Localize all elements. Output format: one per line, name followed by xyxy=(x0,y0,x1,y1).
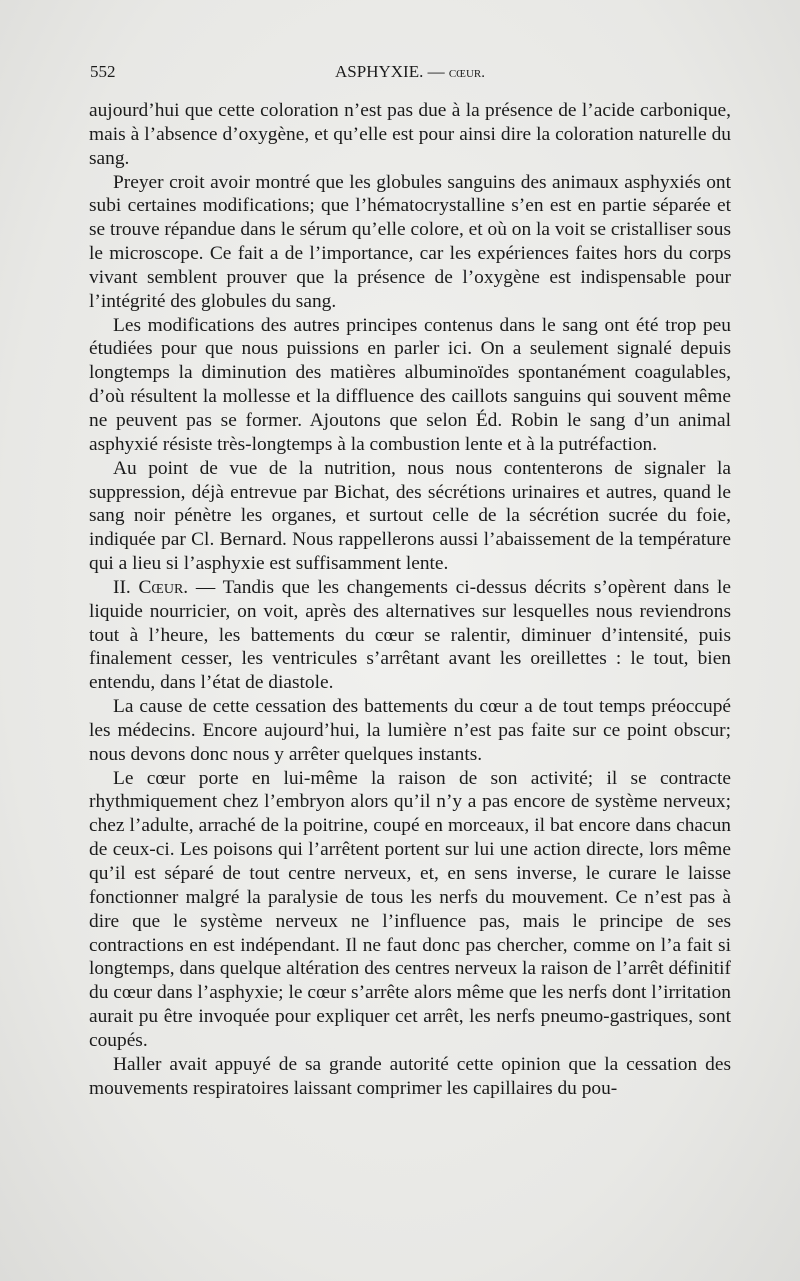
paragraph: aujourd’hui que cette coloration n’est pas due à la présence de l’acide carbonique, mais à l’absence d’oxygène, et qu’elle est pour ainsi dire la coloration naturelle du sang. xyxy=(89,100,731,169)
paragraph: Haller avait appuyé de sa grande autorité cette opinion que la cessation des mouvements respiratoires laissant comprimer les capillaires du pou- xyxy=(89,1053,731,1099)
running-title-main: ASPHYXIE. xyxy=(335,62,424,81)
section-text: — Tandis que les changements ci-dessus décrits s’opèrent dans le liquide nourricier, on voit, après des alternatives sur lesquelles nous reviendrons tout à l’heure, les battements du cœur se ralentir, diminuer d’intensité, puis finalement cesser, les ventricules s’arrêtant avant les oreillettes : le tout, bien entendu, dans l’état de diastole. xyxy=(89,576,731,694)
page-number: 552 xyxy=(90,62,116,81)
paragraph: Preyer croit avoir montré que les globules sanguins des animaux asphyxiés ont subi certaines modifications; que l’hématocrystalline s’en est en partie séparée et se trouve répandue dans le sérum qu’elle colore, et où on la voit se cristalliser sous le microscope. Ce fait a de l’importance, car les expériences faites hors du corps vivant semblent prouver que la présence de l’oxygène est indispensable pour l’intégrité des globules du sang. xyxy=(89,171,731,312)
page-header xyxy=(90,62,730,88)
paragraph: La cause de cette cessation des battements du cœur a de tout temps préoccupé les médecins. Encore aujourd’hui, la lumière n’est pas faite sur ce point obscur; nous devons donc nous y arrêter quelques instants. xyxy=(89,696,731,765)
section-heading: II. Cœur. xyxy=(113,576,189,598)
paragraph: Les modifications des autres principes contenus dans le sang ont été trop peu étudiées pour que nous puissions en parler ici. On a seulement signalé depuis longtemps la diminution des matières albuminoïdes spontanément coagulables, d’où résultent la mollesse et la diffluence des caillots sanguins qui souvent même ne peuvent pas se former. Ajoutons que selon Éd. Robin le sang d’un animal asphyxié résiste très-longtemps à la combustion lente et à la putréfaction. xyxy=(89,314,731,455)
running-title-separator: — xyxy=(427,62,445,81)
body-text xyxy=(89,99,731,1100)
running-title-sub: cœur. xyxy=(448,65,485,81)
paragraph-section-coeur xyxy=(89,576,731,695)
paragraph: Le cœur porte en lui-même la raison de son activité; il se contracte rhythmiquement chez l’embryon alors qu’il n’y a pas encore de système nerveux; chez l’adulte, arraché de la poitrine, coupé en morceaux, il bat encore dans chacun de ceux-ci. Les poisons qui l’arrêtent portent sur lui une action directe, lors même qu’il est séparé de tout centre nerveux, et, en sens inverse, le curare le laisse fonctionner malgré la paralysie de tous les nerfs du mouvement. Ce n’est pas à dire que le système nerveux ne l’influence pas, mais le principe de ses contractions en est indépendant. Il ne faut donc pas chercher, comme on l’a fait si longtemps, dans quelque altération des centres nerveux la raison de l’arrêt définitif du cœur dans l’asphyxie; le cœur s’arrête alors même que les nerfs dont l’irritation aurait pu être invoquée pour expliquer cet arrêt, les nerfs pneumo-gastriques, sont coupés. xyxy=(89,767,731,1051)
paragraph: Au point de vue de la nutrition, nous nous contenterons de signaler la suppression, déjà entrevue par Bichat, des sécrétions urinaires et autres, quand le sang noir pénètre les organes, et surtout celle de la sécrétion sucrée du foie, indiquée par Cl. Bernard. Nous rappellerons aussi l’abaissement de la température qui a lieu si l’asphyxie est suffisamment lente. xyxy=(89,457,731,575)
running-title xyxy=(90,62,730,82)
